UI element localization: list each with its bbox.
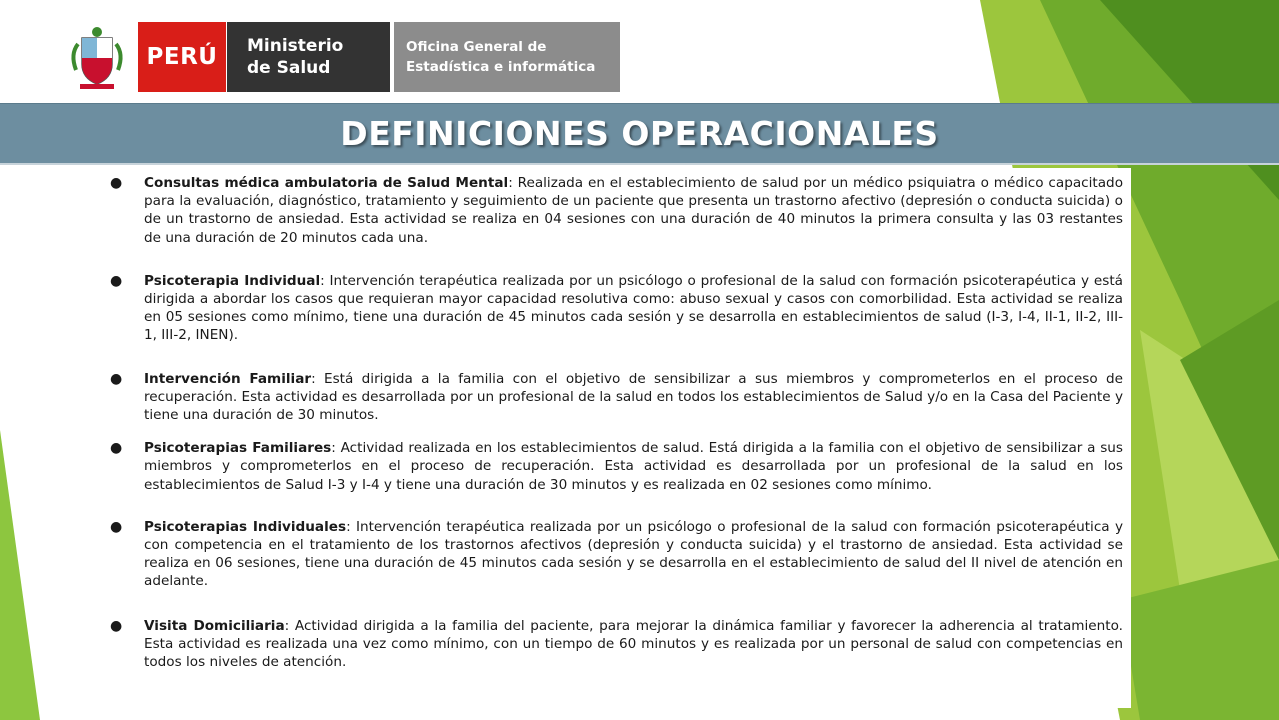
bullet-icon: ●: [110, 175, 123, 191]
definition-term: Psicoterapias Familiares: [144, 440, 332, 457]
office-logo: [394, 22, 620, 92]
page-title: DEFINICIONES OPERACIONALES: [340, 114, 939, 153]
definition-item: [106, 174, 1123, 247]
definition-item: [106, 518, 1123, 591]
bullet-icon: ●: [110, 440, 123, 457]
definition-item: [106, 370, 1123, 425]
definition-term: Consultas médica ambulatoria de Salud Mental: [144, 175, 509, 191]
definition-term: Visita Domiciliaria: [144, 617, 285, 634]
ministry-line-1: Ministerio: [247, 36, 344, 56]
definition-text: : Intervención terapéutica realizada por un psicólogo o profesional de la salud con formación psicoterapéutica y con competencia en el tratamiento de los trastornos afectivos (depresión y conducta suicida) y el trastorno de ansiedad. Esta actividad se realiza en 06 sesiones, tiene una duración de 45 minutos cada sesión y se desarrolla en el establecimiento de salud del II nivel de atención en adelante.: [144, 518, 1123, 590]
ministry-line-2: de Salud: [247, 58, 331, 78]
definition-text: : Actividad dirigida a la familia del paciente, para mejorar la dinámica familiar y favorecer la adherencia al tratamiento. Esta actividad es realizada una vez como mínimo, con un tiempo de 60 minutos y es realizada por un personal de salud con competencias en todos los niveles de atención.: [144, 617, 1123, 671]
peru-label: PERÚ: [146, 44, 218, 70]
coat-of-arms-icon: [66, 24, 128, 92]
peru-logo: [138, 22, 226, 92]
definition-term: Intervención Familiar: [144, 370, 312, 387]
title-banner: [0, 103, 1279, 165]
bullet-icon: ●: [110, 518, 123, 535]
ministry-logo: [227, 22, 390, 92]
definition-term: Psicoterapias Individuales: [144, 518, 347, 535]
office-line-1: Oficina General de: [406, 39, 547, 55]
definitions-panel: [98, 168, 1131, 708]
definition-text: : Actividad realizada en los establecimientos de salud. Está dirigida a la familia con el objetivo de sensibilizar a sus miembros y comprometerlos en el proceso de recuperación. Esta actividad es desarrollada por un profesional de la salud en los establecimientos de Salud I-3 y I-4 y tiene una duración de 30 minutos y es realizada en 02 sesiones como mínimo.: [144, 440, 1123, 493]
definition-item: [106, 272, 1123, 345]
definition-item: [106, 439, 1123, 494]
header-logos: [0, 0, 1279, 100]
definition-text: : Intervención terapéutica realizada por un psicólogo o profesional de la salud con formación psicoterapéutica y está dirigida a abordar los casos que requieran mayor capacidad resolutiva como: abuso sexual y casos con comorbilidad. Esta actividad se realiza en 05 sesiones como mínimo, tiene una duración de 45 minutos cada sesión y se desarrolla en establecimientos de salud (I-3, I-4, II-1, II-2, III-1, III-2, INEN).: [144, 272, 1123, 344]
office-line-2: Estadística e informática: [406, 59, 596, 75]
definition-text: : Está dirigida a la familia con el objetivo de sensibilizar a sus miembros y comprometerlos en el proceso de recuperación. Esta actividad es desarrollada por un profesional de la salud en todos los establecimientos de Salud y/o en la Casa del Paciente y tiene una duración de 30 minutos.: [144, 370, 1123, 424]
definition-text: : Realizada en el establecimiento de salud por un médico psiquiatra o médico capacitado para la evaluación, diagnóstico, tratamiento y seguimiento de un paciente que presenta un trastorno afectivo (depresión o conducta suicida) o de un trastorno de ansiedad. Esta actividad se realiza en 04 sesiones con una duración de 40 minutos la primera consulta y las 03 restantes de una duración de 20 minutos cada una.: [144, 175, 1124, 246]
bullet-icon: ●: [110, 272, 123, 289]
bullet-icon: ●: [110, 617, 123, 634]
definition-item: [106, 617, 1123, 672]
bullet-icon: ●: [110, 370, 123, 387]
definition-term: Psicoterapia Individual: [144, 272, 321, 289]
